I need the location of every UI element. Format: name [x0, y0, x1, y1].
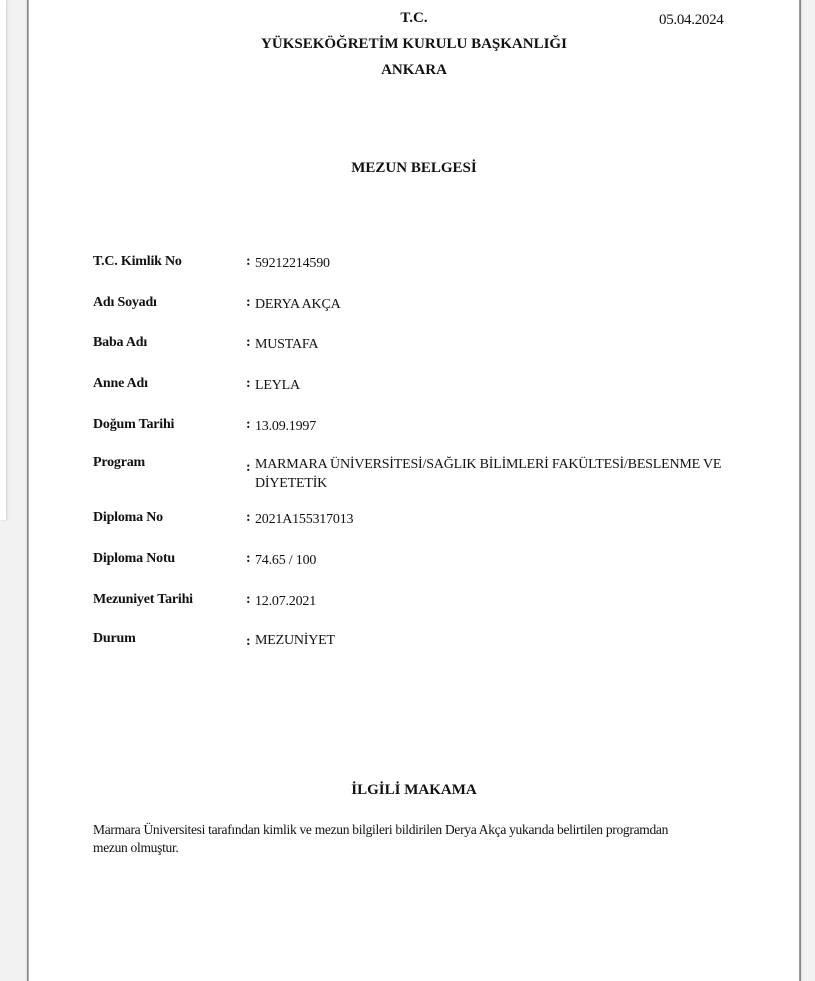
- field-colon: :: [246, 417, 251, 432]
- field-colon: :: [246, 254, 251, 269]
- field-value: 59212214590: [255, 256, 330, 271]
- field-label: Mezuniyet Tarihi: [93, 592, 193, 607]
- field-colon: :: [246, 592, 251, 607]
- field-colon: :: [246, 510, 251, 525]
- field-label: Durum: [93, 631, 136, 646]
- document-title: MEZUN BELGESİ: [351, 160, 477, 176]
- document-date: 05.04.2024: [659, 12, 724, 28]
- document-page: [28, 0, 800, 981]
- field-value: 13.09.1997: [255, 419, 317, 434]
- field-value: 12.07.2021: [255, 594, 317, 609]
- field-colon: :: [246, 376, 251, 391]
- field-value: MARMARA ÜNİVERSİTESİ/SAĞLIK BİLİMLERİ FAKÜLTESİ/BESLENME VE DİYETETİK: [255, 457, 722, 491]
- statement-paragraph: Marmara Üniversitesi tarafından kimlik ve mezun bilgileri bildirilen Derya Akça yukarıda belirtilen programdan mezun olmuştur.: [93, 822, 669, 855]
- field-label: Anne Adı: [93, 376, 148, 391]
- header-line-tc: T.C.: [400, 10, 428, 26]
- field-value: LEYLA: [255, 378, 300, 393]
- field-value: 2021A155317013: [255, 512, 354, 527]
- field-colon: :: [246, 551, 251, 566]
- field-colon: :: [246, 335, 251, 350]
- field-value: MUSTAFA: [255, 337, 319, 352]
- section-title-ilgili-makama: İLGİLİ MAKAMA: [351, 782, 477, 798]
- field-value: DERYA AKÇA: [255, 297, 341, 312]
- field-value: 74.65 / 100: [255, 553, 317, 568]
- field-label: Adı Soyadı: [93, 295, 157, 310]
- header-line-institution: YÜKSEKÖĞRETİM KURULU BAŞKANLIĞI: [261, 36, 567, 52]
- field-label: Doğum Tarihi: [93, 417, 175, 432]
- header-line-city: ANKARA: [381, 62, 447, 78]
- field-colon: :: [246, 634, 251, 649]
- background-page-edge: [0, 0, 6, 520]
- field-label: Diploma Notu: [93, 551, 175, 566]
- field-label: T.C. Kimlik No: [93, 254, 182, 269]
- field-colon: :: [246, 460, 251, 475]
- field-value: MEZUNİYET: [255, 633, 335, 648]
- field-label: Program: [93, 455, 145, 470]
- field-colon: :: [246, 295, 251, 310]
- field-label: Baba Adı: [93, 335, 148, 350]
- field-label: Diploma No: [93, 510, 163, 525]
